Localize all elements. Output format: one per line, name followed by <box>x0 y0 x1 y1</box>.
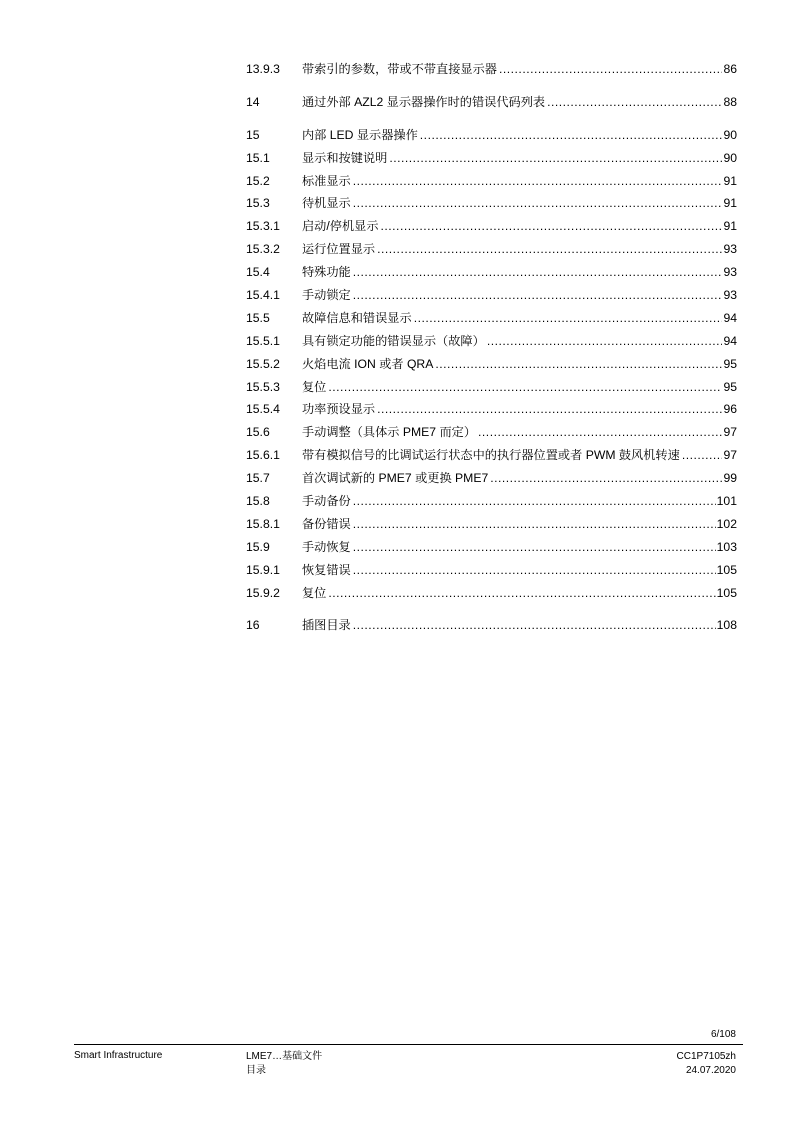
toc-entry-page: 97 <box>723 425 737 440</box>
toc-dot-leader <box>499 58 722 81</box>
toc-entry-number: 15.9.1 <box>246 562 280 577</box>
toc-entry-page: 88 <box>723 94 737 109</box>
toc-entry-page: 86 <box>723 62 737 76</box>
table-of-contents <box>246 58 737 637</box>
toc-entry[interactable] <box>246 421 737 444</box>
footer-doc-code: CC1P7105zh <box>676 1051 736 1062</box>
toc-entry-number: 15.8.1 <box>246 516 280 531</box>
toc-entry-title: 手动恢复 <box>302 539 351 554</box>
toc-entry-title: 火焰电流 ION 或者 QRA <box>302 356 434 371</box>
toc-entry-page: 94 <box>723 310 737 325</box>
toc-entry[interactable] <box>246 147 737 170</box>
toc-entry-page: 96 <box>723 402 737 417</box>
toc-dot-leader <box>414 307 723 330</box>
toc-dot-leader <box>353 284 723 307</box>
footer-doc-title: LME7…基础文件 <box>246 1051 323 1062</box>
toc-entry-number: 15.3.2 <box>246 242 280 257</box>
toc-entry-title: 复位 <box>302 585 327 600</box>
toc-entry-title: 带有模拟信号的比调试运行状态中的执行器位置或者 PWM 鼓风机转速 <box>302 448 680 463</box>
toc-entry-number: 15.5.1 <box>246 333 280 348</box>
toc-entry-page: 91 <box>723 196 737 211</box>
toc-entry[interactable] <box>246 261 737 284</box>
toc-dot-leader <box>478 421 722 444</box>
toc-dot-leader <box>487 330 723 353</box>
toc-dot-leader <box>377 398 722 421</box>
toc-entry-number: 14 <box>246 94 260 109</box>
toc-entry-title: 运行位置显示 <box>302 242 376 257</box>
toc-entry[interactable] <box>246 444 737 467</box>
toc-dot-leader <box>353 170 723 193</box>
footer-divider <box>74 1044 743 1045</box>
toc-entry[interactable] <box>246 124 737 147</box>
toc-entry-number: 15.4.1 <box>246 288 280 303</box>
toc-entry-number: 15.5.4 <box>246 402 280 417</box>
toc-dot-leader <box>353 490 716 513</box>
footer-date: 24.07.2020 <box>685 1065 736 1076</box>
toc-entry-number: 16 <box>246 618 260 633</box>
toc-entry[interactable] <box>246 215 737 238</box>
toc-entry-number: 15.5.3 <box>246 379 280 394</box>
toc-dot-leader <box>547 91 722 114</box>
toc-dot-leader <box>381 215 723 238</box>
toc-dot-leader <box>682 444 723 467</box>
toc-entry-page: 94 <box>723 333 737 348</box>
toc-dot-leader <box>435 353 722 376</box>
toc-entry-title: 恢复错误 <box>302 562 351 577</box>
toc-entry-page: 91 <box>723 173 737 188</box>
toc-entry-title: 通过外部 AZL2 显示器操作时的错误代码列表 <box>302 94 546 109</box>
toc-dot-leader <box>353 192 723 215</box>
toc-entry-page: 105 <box>716 585 737 600</box>
toc-entry-page: 108 <box>716 618 737 633</box>
footer-section: 目录 <box>246 1065 266 1076</box>
toc-dot-leader <box>490 467 722 490</box>
toc-entry-number: 15.9.2 <box>246 585 280 600</box>
toc-entry-number: 15.5.2 <box>246 356 280 371</box>
toc-entry-page: 93 <box>723 288 737 303</box>
toc-dot-leader <box>420 124 723 147</box>
toc-entry-page: 93 <box>723 242 737 257</box>
toc-entry-number: 15.3.1 <box>246 219 280 234</box>
toc-entry-title: 待机显示 <box>302 196 351 211</box>
toc-entry-title: 启动/停机显示 <box>302 219 379 234</box>
toc-entry[interactable] <box>246 170 737 193</box>
toc-entry-title: 功率预设显示 <box>302 402 376 417</box>
toc-entry-title: 故障信息和错误显示 <box>302 310 412 325</box>
toc-entry[interactable] <box>246 536 737 559</box>
toc-entry-page: 91 <box>723 219 737 234</box>
toc-entry-title: 手动锁定 <box>302 288 351 303</box>
toc-dot-leader <box>389 147 722 170</box>
toc-entry-title: 插图目录 <box>302 618 351 633</box>
page-number: 6/108 <box>710 1029 736 1040</box>
toc-entry-page: 105 <box>716 562 737 577</box>
toc-dot-leader <box>377 238 722 261</box>
toc-entry-number: 15.6.1 <box>246 448 280 463</box>
toc-dot-leader <box>353 261 723 284</box>
toc-entry-page: 97 <box>723 448 737 463</box>
toc-entry-title: 显示和按键说明 <box>302 150 388 165</box>
toc-dot-leader <box>328 376 722 399</box>
toc-entry[interactable] <box>246 490 737 513</box>
toc-entry-page: 99 <box>723 471 737 486</box>
toc-entry-number: 15 <box>246 127 260 142</box>
toc-entry-number: 15.4 <box>246 265 270 280</box>
toc-entry[interactable] <box>246 467 737 490</box>
toc-entry-title: 备份错误 <box>302 516 351 531</box>
toc-entry-page: 101 <box>716 494 737 509</box>
toc-dot-leader <box>328 582 715 605</box>
toc-entry[interactable] <box>246 614 737 637</box>
toc-entry-number: 15.9 <box>246 539 270 554</box>
toc-dot-leader <box>353 536 716 559</box>
toc-entry-number: 15.3 <box>246 196 270 211</box>
toc-entry[interactable] <box>246 192 737 215</box>
toc-entry[interactable] <box>246 353 737 376</box>
toc-entry[interactable] <box>246 307 737 330</box>
footer-company: Smart Infrastructure <box>74 1050 163 1061</box>
toc-entry[interactable] <box>246 376 737 399</box>
footer-document-info <box>246 1050 322 1078</box>
toc-entry-number: 15.8 <box>246 494 270 509</box>
toc-entry-title: 标准显示 <box>302 173 351 188</box>
toc-entry[interactable] <box>246 559 737 582</box>
toc-entry-number: 13.9.3 <box>246 62 280 76</box>
toc-entry-number: 15.2 <box>246 173 270 188</box>
toc-entry-title: 复位 <box>302 379 327 394</box>
toc-entry-title: 带索引的参数，带或不带直接显示器 <box>302 62 497 76</box>
toc-entry[interactable] <box>246 91 737 114</box>
toc-entry[interactable] <box>246 58 737 81</box>
toc-entry-title: 首次调试新的 PME7 或更换 PME7 <box>302 471 489 486</box>
toc-entry-title: 手动调整（具体示 PME7 而定） <box>302 425 477 440</box>
toc-entry-page: 103 <box>716 539 737 554</box>
toc-entry-number: 15.1 <box>246 150 270 165</box>
toc-entry-page: 95 <box>723 356 737 371</box>
toc-entry-title: 具有锁定功能的错误显示（故障） <box>302 333 485 348</box>
toc-entry[interactable] <box>246 330 737 353</box>
toc-entry-page: 102 <box>716 516 737 531</box>
footer-document-meta <box>677 1050 736 1078</box>
toc-entry-title: 手动备份 <box>302 494 351 509</box>
toc-entry-page: 95 <box>723 379 737 394</box>
toc-entry[interactable] <box>246 582 737 605</box>
toc-entry[interactable] <box>246 284 737 307</box>
toc-entry-number: 15.5 <box>246 310 270 325</box>
toc-entry-title: 内部 LED 显示器操作 <box>302 127 418 142</box>
toc-entry[interactable] <box>246 238 737 261</box>
toc-dot-leader <box>353 559 716 582</box>
toc-entry-number: 15.7 <box>246 471 270 486</box>
toc-entry[interactable] <box>246 513 737 536</box>
toc-entry-page: 90 <box>723 127 737 142</box>
toc-dot-leader <box>353 513 716 536</box>
toc-entry[interactable] <box>246 398 737 421</box>
toc-entry-page: 90 <box>723 150 737 165</box>
toc-entry-page: 93 <box>723 265 737 280</box>
toc-dot-leader <box>353 614 716 637</box>
toc-entry-number: 15.6 <box>246 425 270 440</box>
toc-entry-title: 特殊功能 <box>302 265 351 280</box>
